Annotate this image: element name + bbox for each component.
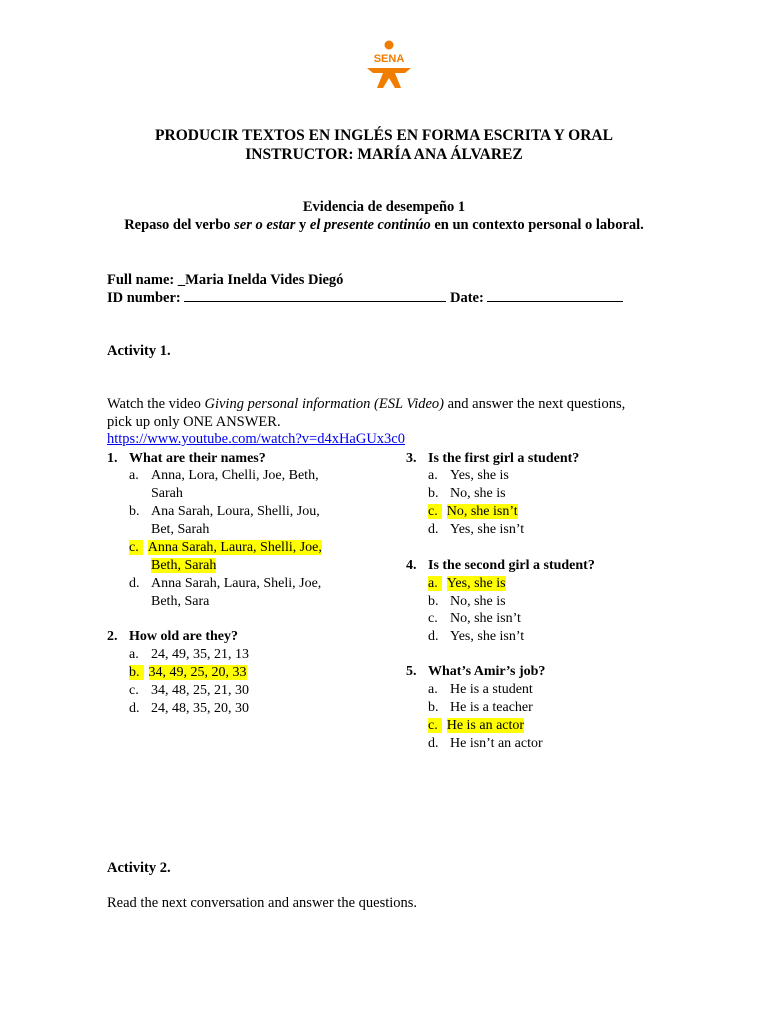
question-5: 5. What’s Amir’s job?	[406, 664, 546, 679]
activity1-intro-line2: pick up only ONE ANSWER.	[107, 414, 281, 430]
q1-option-c-selected[interactable]: c. Anna Sarah, Laura, Shelli, Joe,	[129, 540, 322, 555]
q3-option-d[interactable]: d. Yes, she isn’t	[428, 522, 525, 537]
q3-option-b[interactable]: b. No, she is	[428, 486, 506, 501]
id-number-field[interactable]	[184, 289, 446, 302]
question-4: 4. Is the second girl a student?	[406, 558, 595, 573]
full-name-value: _Maria Inelda Vides Diegó	[177, 272, 344, 288]
q1-option-b-cont: Bet, Sarah	[151, 522, 210, 537]
full-name-line: Full name: _Maria Inelda Vides Diegó	[107, 272, 344, 288]
q1-option-c-letter-highlight: c.	[129, 540, 143, 555]
instructor-line: INSTRUCTOR: MARÍA ANA ÁLVAREZ	[245, 146, 523, 163]
q5-option-a[interactable]: a. He is a student	[428, 682, 533, 697]
q5-option-c-selected[interactable]: c. He is an actor	[428, 718, 525, 733]
q1-option-d[interactable]: d. Anna Sarah, Laura, Sheli, Joe,	[129, 576, 322, 591]
svg-text:SENA: SENA	[373, 53, 405, 65]
evidence-title: Evidencia de desempeño 1	[302, 199, 466, 215]
date-field[interactable]	[487, 289, 623, 302]
q2-option-d[interactable]: d. 24, 48, 35, 20, 30	[129, 701, 249, 716]
question-3: 3. Is the first girl a student?	[406, 451, 580, 466]
sena-logo	[361, 40, 417, 90]
evidence-subtitle: Repaso del verbo ser o estar y el presente continúo en un contexto personal o laboral.	[124, 217, 644, 233]
q5-option-d[interactable]: d. He isn’t an actor	[428, 736, 543, 751]
q3-option-a[interactable]: a. Yes, she is	[428, 468, 509, 483]
q1-option-a[interactable]: a. Anna, Lora, Chelli, Joe, Beth,	[129, 468, 319, 483]
activity1-intro-line1: Watch the video Giving personal information (ESL Video) and answer the next questions,	[107, 396, 626, 412]
q4-option-a-selected[interactable]: a. Yes, she is	[428, 576, 506, 591]
q2-option-a[interactable]: a. 24, 49, 35, 21, 13	[129, 647, 249, 662]
course-title: PRODUCIR TEXTOS EN INGLÉS EN FORMA ESCRITA Y ORAL	[155, 127, 613, 144]
q1-option-d-cont: Beth, Sara	[151, 594, 210, 609]
q1-option-c-cont: Beth, Sarah	[151, 558, 217, 573]
activity1-video-link-row	[107, 431, 405, 448]
question-1: 1. What are their names?	[107, 451, 266, 466]
q4-option-c[interactable]: c. No, she isn’t	[428, 611, 521, 626]
question-2: 2. How old are they?	[107, 629, 239, 644]
q1-option-b[interactable]: b. Ana Sarah, Loura, Shelli, Jou,	[129, 504, 320, 519]
q4-option-b[interactable]: b. No, she is	[428, 594, 506, 609]
q3-option-c-selected[interactable]: c. No, she isn’t	[428, 504, 518, 519]
q1-option-a-cont: Sarah	[151, 486, 183, 501]
q2-option-b-selected[interactable]: b. 34, 49, 25, 20, 33	[129, 665, 247, 680]
id-date-line: ID number: Date:	[107, 289, 623, 307]
q4-option-d[interactable]: d. Yes, she isn’t	[428, 629, 525, 644]
activity1-title: Activity 1.	[107, 343, 171, 359]
activity2-title: Activity 2.	[107, 860, 171, 876]
video-link[interactable]: https://www.youtube.com/watch?v=d4xHaGUx3c0	[107, 431, 405, 447]
q2-option-c[interactable]: c. 34, 48, 25, 21, 30	[129, 683, 249, 698]
activity2-intro: Read the next conversation and answer the questions.	[107, 895, 418, 911]
q5-option-b[interactable]: b. He is a teacher	[428, 700, 533, 715]
